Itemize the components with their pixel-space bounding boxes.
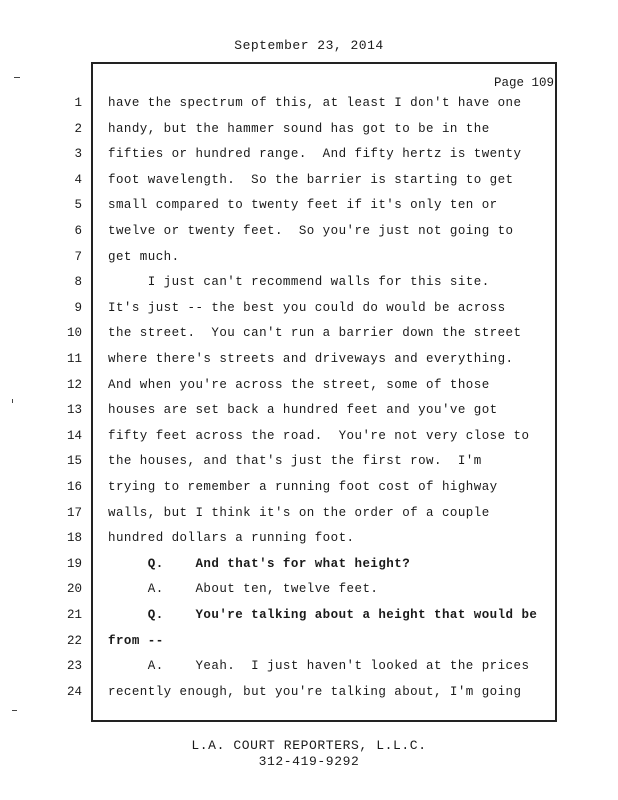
- transcript-line: walls, but I think it's on the order of a couple: [108, 506, 490, 520]
- line-number: 1: [74, 96, 82, 110]
- line-number: 20: [66, 582, 82, 596]
- transcript-frame: [91, 62, 557, 722]
- line-number: 2: [74, 122, 82, 136]
- transcript-line: get much.: [108, 250, 180, 264]
- line-number: 13: [66, 403, 82, 417]
- line-number: 6: [74, 224, 82, 238]
- line-number: 11: [66, 352, 82, 366]
- transcript-line: foot wavelength. So the barrier is starting to get: [108, 173, 514, 187]
- transcript-line: Q. And that's for what height?: [108, 557, 411, 571]
- transcript-line: where there's streets and driveways and everything.: [108, 352, 514, 366]
- transcript-line: fifties or hundred range. And fifty hertz is twenty: [108, 147, 522, 161]
- line-number: 24: [66, 685, 82, 699]
- transcript-line: handy, but the hammer sound has got to be in the: [108, 122, 490, 136]
- transcript-line: from --: [108, 634, 164, 648]
- line-number: 14: [66, 429, 82, 443]
- line-number: 5: [74, 198, 82, 212]
- scan-speck: [14, 77, 20, 78]
- transcript-line: And when you're across the street, some of those: [108, 378, 490, 392]
- transcript-line: fifty feet across the road. You're not very close to: [108, 429, 530, 443]
- header-date: September 23, 2014: [234, 38, 384, 53]
- line-number: 17: [66, 506, 82, 520]
- line-number: 10: [66, 326, 82, 340]
- line-number: 4: [74, 173, 82, 187]
- footer-company: L.A. COURT REPORTERS, L.L.C.: [191, 738, 427, 753]
- transcript-line: I just can't recommend walls for this site.: [108, 275, 490, 289]
- line-number: 7: [74, 250, 82, 264]
- line-number: 21: [66, 608, 82, 622]
- line-number: 15: [66, 454, 82, 468]
- transcript-line: It's just -- the best you could do would be across: [108, 301, 506, 315]
- transcript-line: twelve or twenty feet. So you're just not going to: [108, 224, 514, 238]
- line-number: 16: [66, 480, 82, 494]
- transcript-line: the houses, and that's just the first row. I'm: [108, 454, 482, 468]
- scan-speck: [12, 399, 13, 403]
- line-number: 18: [66, 531, 82, 545]
- transcript-line: trying to remember a running foot cost of highway: [108, 480, 498, 494]
- transcript-line: Q. You're talking about a height that would be: [108, 608, 538, 622]
- line-number: 19: [66, 557, 82, 571]
- page-number: Page 109: [494, 76, 555, 90]
- line-number: 23: [66, 659, 82, 673]
- scan-speck: [12, 710, 17, 711]
- line-number: 9: [74, 301, 82, 315]
- transcript-line: have the spectrum of this, at least I don't have one: [108, 96, 522, 110]
- transcript-line: houses are set back a hundred feet and you've got: [108, 403, 498, 417]
- line-number: 22: [66, 634, 82, 648]
- transcript-line: hundred dollars a running foot.: [108, 531, 355, 545]
- transcript-line: small compared to twenty feet if it's only ten or: [108, 198, 498, 212]
- transcript-line: A. Yeah. I just haven't looked at the prices: [108, 659, 530, 673]
- footer-phone: 312-419-9292: [258, 754, 360, 769]
- line-number: 8: [74, 275, 82, 289]
- line-number: 3: [74, 147, 82, 161]
- transcript-line: the street. You can't run a barrier down the street: [108, 326, 522, 340]
- line-number: 12: [66, 378, 82, 392]
- transcript-line: A. About ten, twelve feet.: [108, 582, 379, 596]
- transcript-line: recently enough, but you're talking about, I'm going: [108, 685, 522, 699]
